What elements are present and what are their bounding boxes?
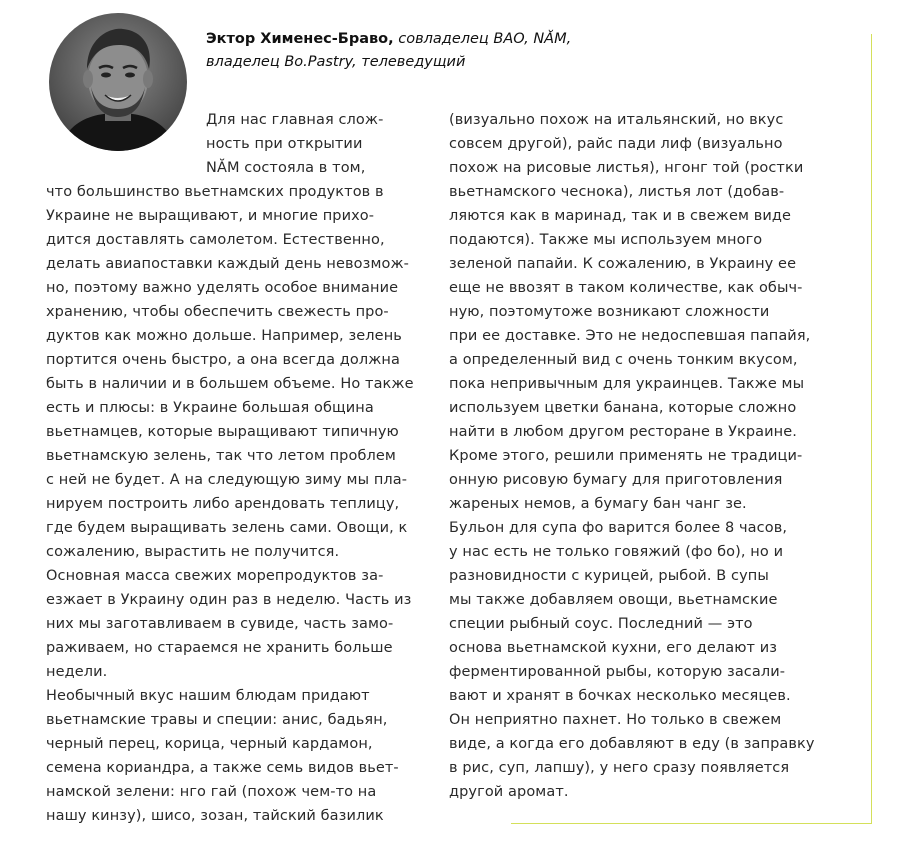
text-line: дуктов как можно дольше. Например, зелень — [46, 328, 402, 344]
text-line: зеленой папайи. К сожалению, в Украину ее — [449, 256, 797, 272]
text-line: мы также добавляем овощи, вьетнамские — [449, 592, 778, 608]
text-line: черный перец, корица, черный кардамон, — [46, 736, 373, 752]
author-photo — [49, 13, 187, 151]
text-line: разновидности с курицей, рыбой. В супы — [449, 568, 769, 584]
text-line: Он неприятно пахнет. Но только в свежем — [449, 712, 782, 728]
author-role-line2: владелец Bo.Pastry, телеведущий — [206, 54, 466, 70]
text-line: еще не ввозят в таком количестве, как обыч- — [449, 280, 803, 296]
text-line: похож на рисовые листья), нгонг той (ростки — [449, 160, 804, 176]
text-line: ность при открытии — [206, 136, 363, 152]
text-line: вают и хранят в бочках несколько месяцев. — [449, 688, 791, 704]
text-line: вьетнамского чеснока), листья лот (добав- — [449, 184, 785, 200]
text-line: Бульон для супа фо варится более 8 часов, — [449, 520, 788, 536]
text-line: Украине не выращивают, и многие прихо- — [46, 208, 375, 224]
text-line: а определенный вид с очень тонким вкусом, — [449, 352, 798, 368]
text-line: Кроме этого, решили применять не традици- — [449, 448, 803, 464]
text-line: подаются). Также мы используем много — [449, 232, 763, 248]
text-line: при ее доставке. Это не недоспевшая папайя, — [449, 328, 811, 344]
author-credit — [206, 28, 626, 74]
text-line: Для нас главная слож- — [206, 112, 384, 128]
text-line: езжает в Украину один раз в неделю. Часть из — [46, 592, 412, 608]
text-line: онную рисовую бумагу для приготовления — [449, 472, 783, 488]
text-line: нашу кинзу), шисо, зозан, тайский базилик — [46, 808, 384, 824]
text-line: другой аромат. — [449, 784, 569, 800]
text-line: быть в наличии и в большем объеме. Но также — [46, 376, 414, 392]
text-line: в рис, суп, лапшу), у него сразу появляется — [449, 760, 790, 776]
author-role-line1: совладелец BAO, NĂM, — [398, 31, 572, 47]
text-line: раживаем, но стараемся не хранить больше — [46, 640, 393, 656]
text-line: ную, поэтомутоже возникают сложности — [449, 304, 770, 320]
text-line: совсем другой), райс пади лиф (визуально — [449, 136, 783, 152]
text-line: используем цветки банана, которые сложно — [449, 400, 797, 416]
text-line: ляются как в маринад, так и в свежем виде — [449, 208, 792, 224]
text-line: с ней не будет. А на следующую зиму мы пла- — [46, 472, 408, 488]
author-name: Эктор Хименес-Браво, — [206, 31, 394, 47]
text-line: где будем выращивать зелень сами. Овощи, к — [46, 520, 408, 536]
text-line: Основная масса свежих морепродуктов за- — [46, 568, 384, 584]
text-line: Необычный вкус нашим блюдам придают — [46, 688, 370, 704]
text-line: делать авиапоставки каждый день невозмож- — [46, 256, 409, 272]
text-line: у нас есть не только говяжий (фо бо), но и — [449, 544, 784, 560]
text-line: портится очень быстро, а она всегда должна — [46, 352, 400, 368]
text-line: вьетнамцев, которые выращивают типичную — [46, 424, 399, 440]
text-line: есть и плюсы: в Украине большая община — [46, 400, 374, 416]
text-line: хранению, чтобы обеспечить свежесть про- — [46, 304, 389, 320]
text-line: жареных немов, а бумагу бан чанг зе. — [449, 496, 747, 512]
text-line: виде, а когда его добавляют в еду (в заправку — [449, 736, 815, 752]
text-line: (визуально похож на итальянский, но вкус — [449, 112, 784, 128]
text-line: но, поэтому важно уделять особое внимание — [46, 280, 399, 296]
text-line: основа вьетнамской кухни, его делают из — [449, 640, 778, 656]
text-line: найти в любом другом ресторане в Украине. — [449, 424, 797, 440]
text-line: недели. — [46, 664, 108, 680]
text-line: что большинство вьетнамских продуктов в — [46, 184, 384, 200]
text-line: вьетнамскую зелень, так что летом проблем — [46, 448, 396, 464]
text-line: дится доставлять самолетом. Естественно, — [46, 232, 385, 248]
text-line: ферментированной рыбы, которую засали- — [449, 664, 786, 680]
text-line: них мы заготавливаем в сувиде, часть замо- — [46, 616, 394, 632]
text-line: семена кориандра, а также семь видов вьет- — [46, 760, 399, 776]
text-line: специи рыбный соус. Последний — это — [449, 616, 753, 632]
text-line: нируем построить либо арендовать теплицу, — [46, 496, 400, 512]
frame-bottom-border — [511, 823, 872, 824]
text-line: сожалению, вырастить не получится. — [46, 544, 340, 560]
text-line: пока непривычным для украинцев. Также мы — [449, 376, 805, 392]
text-line: вьетнамские травы и специи: анис, бадьян, — [46, 712, 388, 728]
frame-right-border — [871, 34, 872, 824]
text-line: NĂM состояла в том, — [206, 160, 366, 176]
text-line: намской зелени: нго гай (похож чем-то на — [46, 784, 377, 800]
